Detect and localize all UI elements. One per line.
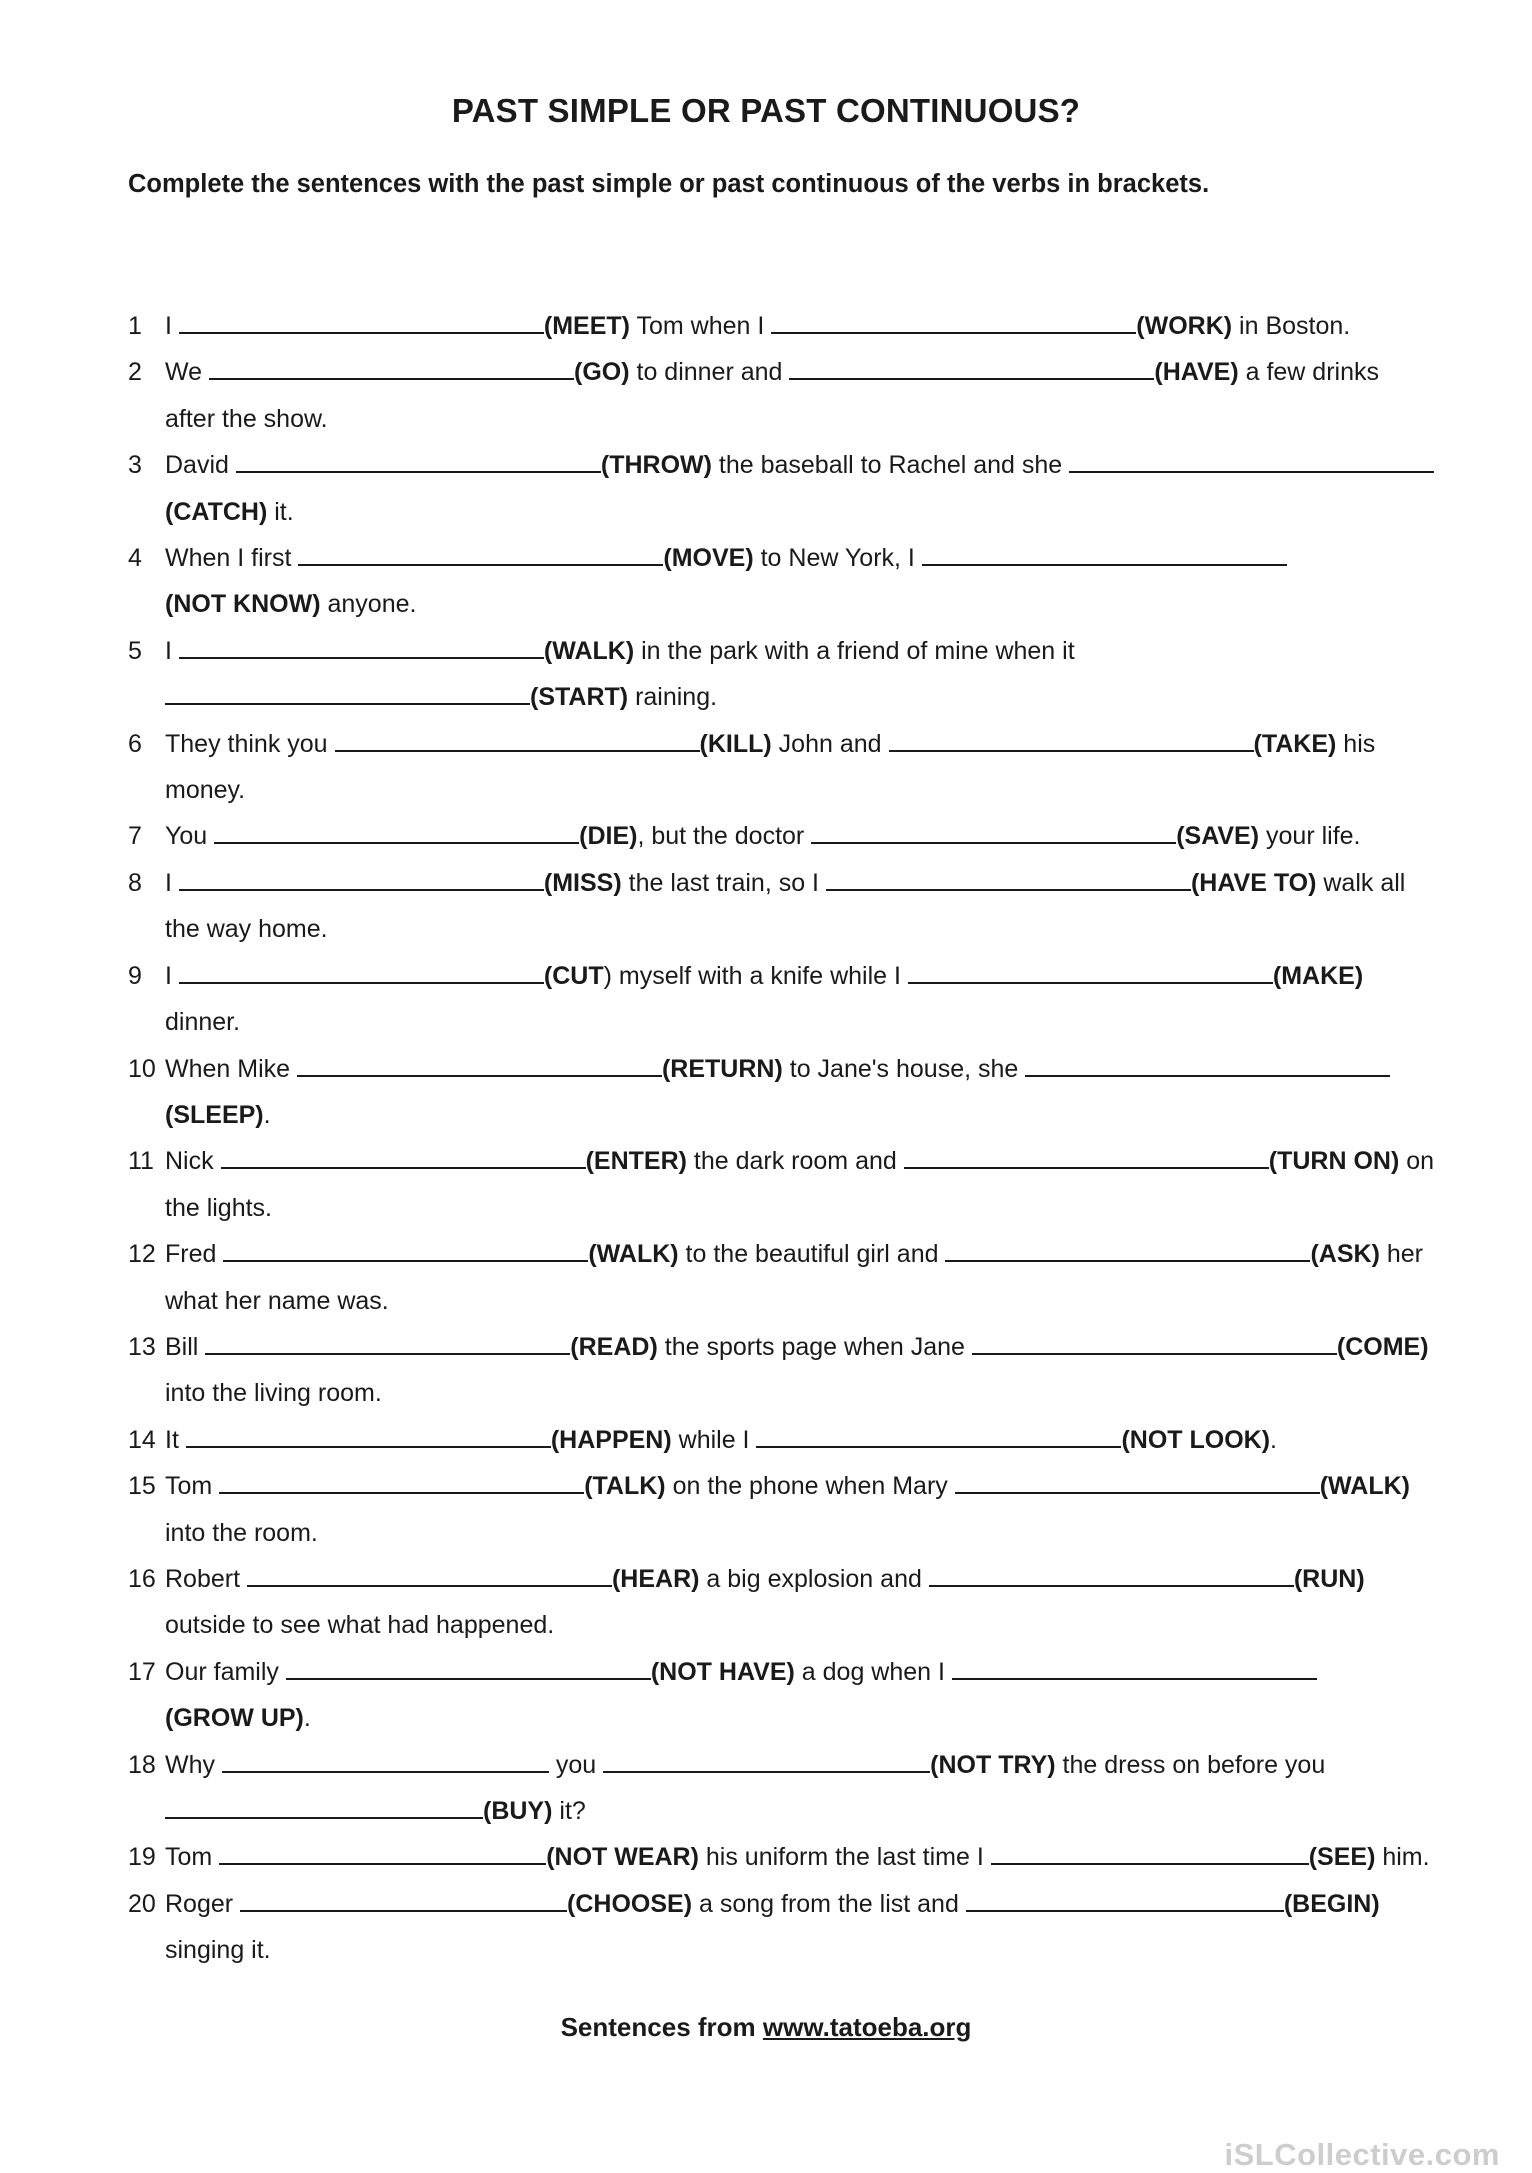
- item-line: [165, 953, 1468, 999]
- exercise-list: [128, 303, 1468, 1974]
- item-line: [165, 535, 1468, 581]
- answer-blank[interactable]: [179, 963, 544, 984]
- sentence-text: you: [548, 1750, 604, 1779]
- sentence-text: You: [165, 822, 215, 851]
- item-line: [165, 581, 1468, 627]
- item-line: [165, 628, 1468, 674]
- sentence-text: into the living room.: [165, 1379, 382, 1408]
- exercise-item: [128, 349, 1468, 442]
- sentence-text: I: [165, 961, 179, 990]
- answer-blank[interactable]: [929, 1566, 1294, 1587]
- sentence-text: to the beautiful girl and: [678, 1240, 946, 1269]
- sentence-text: Our family: [165, 1657, 286, 1686]
- sentence-text: walk all: [1316, 868, 1406, 897]
- item-line: [165, 1370, 1468, 1416]
- exercise-item: [128, 1138, 1468, 1231]
- answer-blank[interactable]: [222, 1752, 549, 1773]
- answer-blank[interactable]: [286, 1659, 651, 1680]
- verb-prompt: (SAVE): [1176, 822, 1260, 851]
- item-number: 3: [128, 451, 142, 480]
- exercise-item: [128, 1556, 1468, 1649]
- item-line: [165, 1881, 1468, 1927]
- verb-prompt: (MISS): [543, 868, 622, 897]
- page-title: PAST SIMPLE OR PAST CONTINUOUS?: [451, 92, 1081, 129]
- verb-prompt: (KILL): [699, 729, 772, 758]
- sentence-text: a dog when I: [794, 1657, 952, 1686]
- item-line: [165, 1231, 1468, 1277]
- watermark: iSLCollective.com: [1224, 2137, 1500, 2172]
- item-number: 14: [128, 1425, 156, 1454]
- verb-prompt: (NOT HAVE): [650, 1657, 795, 1686]
- exercise-item: [128, 1324, 1468, 1417]
- sentence-text: him.: [1375, 1843, 1430, 1872]
- verb-prompt: (HAVE): [1154, 358, 1239, 387]
- verb-prompt: (TURN ON): [1268, 1147, 1400, 1176]
- sentence-text: in the park with a friend of mine when it: [634, 636, 1075, 665]
- exercise-item: [128, 721, 1468, 814]
- verb-prompt: (THROW): [600, 451, 712, 480]
- exercise-item: [128, 535, 1468, 628]
- sentence-text: , but the doctor: [637, 822, 812, 851]
- item-line: [165, 813, 1468, 859]
- sentence-text: Tom: [165, 1843, 220, 1872]
- verb-prompt: (NOT KNOW): [165, 590, 321, 619]
- item-line: [165, 1695, 1468, 1741]
- verb-prompt: (SEE): [1308, 1843, 1376, 1872]
- verb-prompt: (HEAR): [611, 1564, 700, 1593]
- sentence-text: to New York, I: [753, 544, 922, 573]
- answer-blank[interactable]: [165, 1798, 483, 1819]
- item-number: 2: [128, 358, 142, 387]
- instructions: Complete the sentences with the past simple or past continuous of the verbs in brackets.: [128, 170, 1210, 198]
- sentence-text: They think you: [165, 729, 335, 758]
- exercise-item: [128, 1463, 1468, 1556]
- verb-prompt: (COME): [1336, 1332, 1429, 1361]
- answer-blank[interactable]: [179, 638, 544, 659]
- answer-blank[interactable]: [904, 1148, 1269, 1169]
- sentence-text: on the phone when Mary: [665, 1472, 955, 1501]
- sentence-text: on: [1399, 1147, 1435, 1176]
- item-line: [165, 1092, 1468, 1138]
- exercise-item: [128, 1417, 1468, 1463]
- item-line: [165, 1138, 1468, 1184]
- item-line: [165, 999, 1468, 1045]
- verb-prompt: (BUY): [483, 1797, 553, 1825]
- sentence-text: his uniform the last time I: [698, 1843, 991, 1872]
- sentence-text: When Mike: [165, 1054, 297, 1083]
- sentence-text: the dark room and: [686, 1147, 904, 1176]
- answer-blank[interactable]: [219, 1844, 546, 1865]
- answer-blank[interactable]: [298, 545, 663, 566]
- answer-blank[interactable]: [908, 963, 1273, 984]
- item-number: 8: [128, 868, 142, 897]
- answer-blank[interactable]: [1025, 1056, 1390, 1077]
- sentence-text: it?: [552, 1797, 586, 1825]
- sentence-text: what her name was.: [165, 1286, 389, 1315]
- verb-prompt: (WORK): [1136, 312, 1233, 340]
- exercise-item: [128, 442, 1468, 535]
- sentence-text: money.: [165, 776, 246, 805]
- answer-blank[interactable]: [789, 359, 1154, 380]
- verb-prompt: (ENTER): [585, 1147, 687, 1176]
- answer-blank[interactable]: [826, 870, 1191, 891]
- verb-prompt: (HAVE TO): [1190, 868, 1317, 897]
- verb-prompt: (WALK): [588, 1240, 679, 1269]
- sentence-text: it.: [267, 497, 294, 526]
- verb-prompt: (MEET): [543, 312, 631, 340]
- answer-blank[interactable]: [955, 1473, 1320, 1494]
- sentence-text: while I: [671, 1425, 757, 1454]
- answer-blank[interactable]: [335, 731, 700, 752]
- item-line: [165, 1463, 1468, 1509]
- answer-blank[interactable]: [179, 870, 544, 891]
- sentence-text: .: [1270, 1425, 1277, 1454]
- item-number: 13: [128, 1332, 156, 1361]
- sentence-text: It: [165, 1425, 186, 1454]
- answer-blank[interactable]: [945, 1241, 1310, 1262]
- sentence-text: her: [1379, 1240, 1423, 1269]
- exercise-item: [128, 953, 1468, 1046]
- item-line: [165, 1556, 1468, 1602]
- verb-prompt: (NOT WEAR): [546, 1843, 699, 1872]
- item-line: [165, 674, 1468, 720]
- sentence-text: after the show.: [165, 404, 328, 433]
- item-line: [165, 1324, 1468, 1370]
- exercise-item: [128, 1649, 1468, 1742]
- sentence-text: to Jane's house, she: [782, 1054, 1026, 1083]
- answer-blank[interactable]: [952, 1659, 1317, 1680]
- verb-prompt: (CATCH): [165, 497, 268, 526]
- answer-blank[interactable]: [214, 823, 579, 844]
- exercise-item: [128, 1834, 1468, 1880]
- verb-prompt: (GROW UP): [165, 1704, 304, 1733]
- item-number: 9: [128, 961, 142, 990]
- sentence-text: I: [165, 868, 179, 897]
- verb-prompt: (READ): [570, 1332, 658, 1361]
- answer-blank[interactable]: [771, 313, 1136, 334]
- verb-prompt: (MAKE): [1272, 961, 1364, 990]
- item-line: [165, 442, 1468, 488]
- sentence-text: We: [165, 358, 209, 387]
- item-number: 5: [128, 636, 142, 665]
- answer-blank[interactable]: [179, 313, 544, 334]
- item-line: [165, 303, 1468, 349]
- exercise-item: [128, 1231, 1468, 1324]
- answer-blank[interactable]: [205, 1334, 570, 1355]
- exercise-item: [128, 1881, 1468, 1974]
- item-number: 17: [128, 1657, 156, 1686]
- item-line: [165, 1602, 1468, 1648]
- item-line: [165, 1417, 1468, 1463]
- item-line: [165, 1185, 1468, 1231]
- exercise-item: [128, 1742, 1468, 1835]
- sentence-text: .: [303, 1704, 311, 1733]
- exercise-item: [128, 813, 1468, 859]
- item-number: 10: [128, 1054, 156, 1083]
- sentence-text: John and: [771, 729, 889, 758]
- answer-blank[interactable]: [1069, 452, 1434, 473]
- sentence-text: into the room.: [165, 1518, 318, 1547]
- verb-prompt: (SLEEP): [165, 1100, 264, 1129]
- verb-prompt: (TAKE): [1253, 729, 1337, 758]
- exercise-item: [128, 303, 1468, 349]
- answer-blank[interactable]: [223, 1241, 588, 1262]
- answer-blank[interactable]: [247, 1566, 612, 1587]
- verb-prompt: (WALK): [1319, 1472, 1410, 1501]
- item-number: 19: [128, 1843, 156, 1872]
- verb-prompt: (RETURN): [661, 1054, 783, 1083]
- item-line: [165, 860, 1468, 906]
- sentence-text: the last train, so I: [621, 868, 826, 897]
- verb-prompt: (START): [530, 683, 629, 712]
- sentence-text: raining.: [628, 683, 718, 712]
- answer-blank[interactable]: [972, 1334, 1337, 1355]
- item-line: [165, 1927, 1468, 1973]
- item-line: [165, 489, 1468, 535]
- verb-prompt: (MOVE): [663, 544, 754, 573]
- item-number: 7: [128, 822, 142, 851]
- item-number: 16: [128, 1564, 156, 1593]
- footer-prefix: Sentences from: [560, 2012, 763, 2042]
- sentence-text: the dress on before you: [1055, 1750, 1326, 1779]
- verb-prompt: (HAPPEN): [550, 1425, 672, 1454]
- sentence-text: a few drinks: [1238, 358, 1379, 387]
- sentence-text: .: [263, 1100, 271, 1129]
- sentence-text: the lights.: [165, 1193, 273, 1222]
- answer-blank[interactable]: [236, 452, 601, 473]
- answer-blank[interactable]: [603, 1752, 930, 1773]
- item-number: 6: [128, 729, 142, 758]
- verb-prompt: (NOT LOOK): [1121, 1425, 1271, 1454]
- item-line: [165, 1742, 1468, 1788]
- answer-blank[interactable]: [186, 1427, 551, 1448]
- item-line: [165, 349, 1468, 395]
- item-line: [165, 721, 1468, 767]
- sentence-text: Robert: [165, 1564, 247, 1593]
- sentence-text: in Boston.: [1232, 312, 1351, 340]
- item-line: [165, 1649, 1468, 1695]
- sentence-text: a big explosion and: [699, 1564, 929, 1593]
- item-number: 15: [128, 1472, 156, 1501]
- item-number: 20: [128, 1889, 156, 1918]
- verb-prompt: (WALK): [543, 636, 635, 665]
- sentence-text: to dinner and: [629, 358, 790, 387]
- verb-prompt: (BEGIN): [1283, 1889, 1380, 1918]
- sentence-text: Roger: [165, 1889, 241, 1918]
- item-number: 12: [128, 1240, 156, 1269]
- answer-blank[interactable]: [297, 1056, 662, 1077]
- sentence-text: a song from the list and: [692, 1889, 966, 1918]
- sentence-text: dinner.: [165, 1008, 241, 1037]
- item-line: [165, 1834, 1468, 1880]
- exercise-item: [128, 860, 1468, 953]
- item-line: [165, 906, 1468, 952]
- sentence-text: singing it.: [165, 1936, 271, 1965]
- answer-blank[interactable]: [922, 545, 1287, 566]
- sentence-text: I: [165, 636, 179, 665]
- sentence-text: outside to see what had happened.: [165, 1611, 555, 1640]
- answer-blank[interactable]: [811, 823, 1176, 844]
- item-number: 18: [128, 1750, 156, 1779]
- sentence-text: ) myself with a knife while I: [603, 961, 908, 990]
- sentence-text: your life.: [1259, 822, 1361, 851]
- sentence-text: anyone.: [320, 590, 417, 619]
- answer-blank[interactable]: [966, 1891, 1284, 1912]
- sentence-text: Tom: [165, 1472, 220, 1501]
- item-line: [165, 1278, 1468, 1324]
- item-number: 11: [128, 1147, 154, 1176]
- verb-prompt: (NOT TRY): [930, 1750, 1056, 1779]
- exercise-item: [128, 1046, 1468, 1139]
- source-link[interactable]: www.tatoeba.org: [762, 2012, 972, 2042]
- answer-blank[interactable]: [756, 1427, 1121, 1448]
- sentence-text: the way home.: [165, 915, 328, 944]
- verb-prompt: (RUN): [1293, 1564, 1365, 1593]
- verb-prompt: (GO): [574, 358, 630, 387]
- item-line: [165, 396, 1468, 442]
- answer-blank[interactable]: [209, 359, 574, 380]
- verb-prompt: (TALK): [584, 1472, 666, 1501]
- item-line: [165, 1046, 1468, 1092]
- sentence-text: I: [165, 312, 179, 340]
- footer: [0, 2012, 1532, 2043]
- sentence-text: When I first: [165, 544, 299, 573]
- sentence-text: the baseball to Rachel and she: [711, 451, 1070, 480]
- sentence-text: Bill: [165, 1332, 206, 1361]
- answer-blank[interactable]: [889, 731, 1254, 752]
- sentence-text: Why: [165, 1750, 222, 1779]
- item-number: 4: [128, 544, 142, 573]
- item-line: [165, 1788, 1468, 1834]
- verb-prompt: (ASK): [1310, 1240, 1380, 1269]
- item-number: 1: [128, 312, 142, 340]
- item-line: [165, 767, 1468, 813]
- verb-prompt: (CHOOSE): [567, 1889, 693, 1918]
- exercise-item: [128, 628, 1468, 721]
- answer-blank[interactable]: [219, 1473, 584, 1494]
- sentence-text: David: [165, 451, 236, 480]
- verb-prompt: (DIE): [579, 822, 638, 851]
- item-line: [165, 1510, 1468, 1556]
- sentence-text: Tom when I: [630, 312, 772, 340]
- answer-blank[interactable]: [991, 1844, 1309, 1865]
- verb-prompt: (CUT: [543, 961, 604, 990]
- sentence-text: Fred: [165, 1240, 224, 1269]
- answer-blank[interactable]: [221, 1148, 586, 1169]
- answer-blank[interactable]: [240, 1891, 567, 1912]
- sentence-text: his: [1336, 729, 1376, 758]
- sentence-text: Nick: [165, 1147, 221, 1176]
- answer-blank[interactable]: [165, 684, 530, 705]
- sentence-text: the sports page when Jane: [657, 1332, 972, 1361]
